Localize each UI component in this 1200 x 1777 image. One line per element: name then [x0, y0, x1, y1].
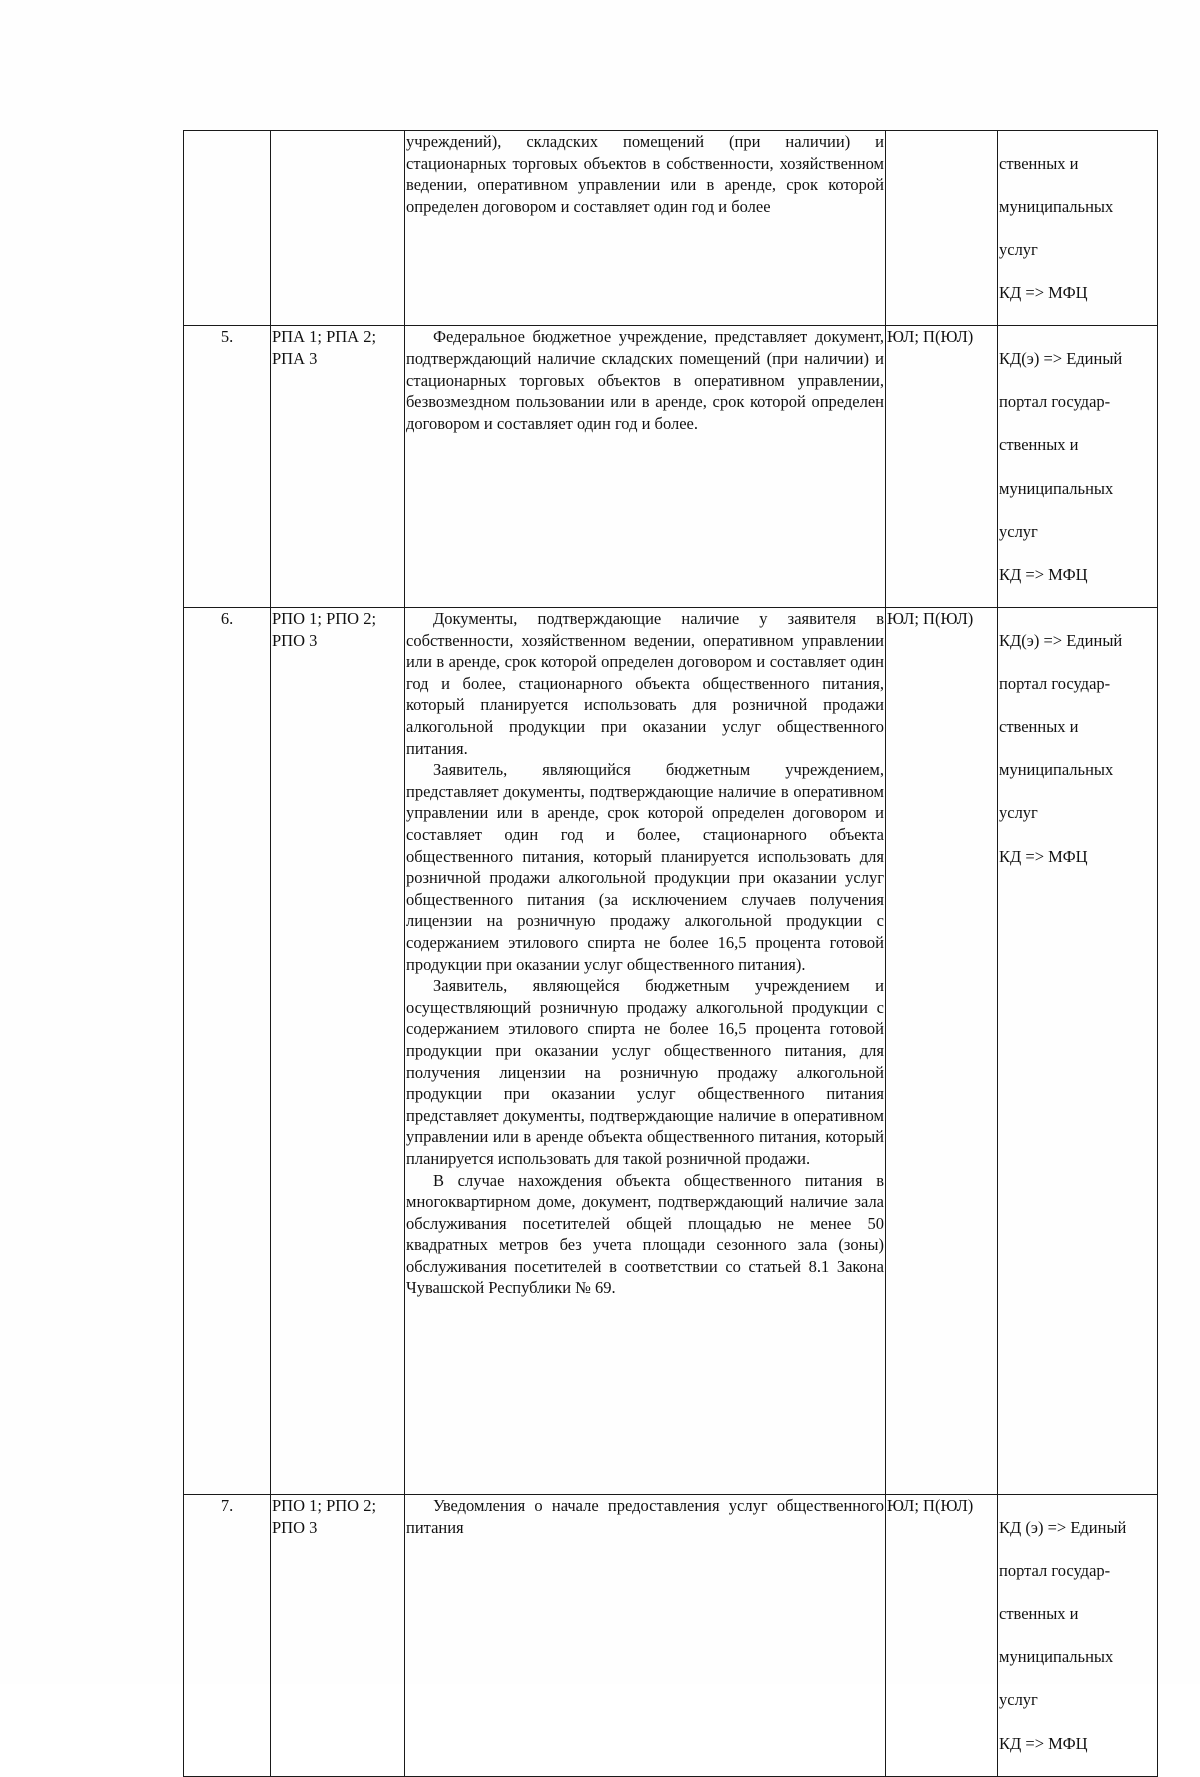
row-submission-method [998, 326, 1158, 608]
description-paragraph: Уведомления о начале предоставления услуг общественного питания [406, 1496, 884, 1537]
method-line: КД => МФЦ [999, 1733, 1088, 1753]
method-line: КД => МФЦ [999, 564, 1088, 584]
row-codes: РПО 1; РПО 2; РПО 3 [271, 1495, 405, 1777]
row-number [184, 131, 271, 326]
row-description [405, 326, 886, 608]
row-description [405, 608, 886, 1495]
row-applicant: ЮЛ; П(ЮЛ) [886, 1495, 998, 1777]
row-description [405, 1495, 886, 1777]
row-number: 7. [184, 1495, 271, 1777]
method-line: услуг [999, 239, 1038, 259]
row-description [405, 131, 886, 326]
method-line: муниципальных [999, 1647, 1114, 1667]
method-line: услуг [999, 521, 1038, 541]
table-row [184, 1495, 1158, 1777]
row-submission-method [998, 131, 1158, 326]
method-line: портал государ- [999, 392, 1111, 412]
row-applicant [886, 131, 998, 326]
method-line: КД(э) => Единый [999, 630, 1123, 650]
method-line: КД (э) => Единый [999, 1517, 1127, 1537]
method-line: портал государ- [999, 1560, 1111, 1580]
method-line: услуг [999, 1690, 1038, 1710]
method-line: ственных и [999, 435, 1079, 455]
table-row [184, 131, 1158, 326]
method-line: портал государ- [999, 673, 1111, 693]
method-line: КД => МФЦ [999, 283, 1088, 303]
row-applicant: ЮЛ; П(ЮЛ) [886, 608, 998, 1495]
method-line: КД(э) => Единый [999, 348, 1123, 368]
description-paragraph: Заявитель, являющейся бюджетным учреждением и осуществляющий розничную продажу алкогольной продукции с содержанием этилового спирта не более 16,5 процента готовой продукции при оказании услуг общественного питания, для получения лицензии на розничную продажу алкогольной продукции при оказании услуг общественного питания представляет документы, подтверждающие наличие в оперативном управлении или в аренде объекта общественного питания, который планируется использовать для такой розничной продажи. [406, 976, 884, 1168]
method-line: ственных и [999, 717, 1079, 737]
row-submission-method [998, 608, 1158, 1495]
table-row [184, 608, 1158, 1495]
row-codes [271, 131, 405, 326]
method-line: КД => МФЦ [999, 846, 1088, 866]
description-paragraph: учреждений), складских помещений (при наличии) и стационарных торговых объектов в собственности, хозяйственном ведении, оперативном управлении или в аренде, срок которой определен договором и составляет один год и более [406, 132, 884, 216]
row-applicant: ЮЛ; П(ЮЛ) [886, 326, 998, 608]
method-line: услуг [999, 803, 1038, 823]
method-line: ственных и [999, 153, 1079, 173]
requirements-table [183, 130, 1158, 1777]
description-paragraph: В случае нахождения объекта общественного питания в многоквартирном доме, документ, подтверждающий наличие зала обслуживания посетителей общей площадью не менее 50 квадратных метров без учета площади сезонного зала (зоны) обслуживания посетителей в соответствии со статьей 8.1 Закона Чувашской Республики № 69. [406, 1170, 884, 1298]
method-line: ственных и [999, 1604, 1079, 1624]
description-paragraph: Документы, подтверждающие наличие у заявителя в собственности, хозяйственном ведении, оперативном управлении или в аренде, срок которой определен договором и составляет один год и более, стационарного объекта общественного питания, который планируется использовать для розничной продажи алкогольной продукции при оказании услуг общественного питания. [406, 609, 884, 758]
method-line: муниципальных [999, 760, 1114, 780]
row-codes: РПА 1; РПА 2; РПА 3 [271, 326, 405, 608]
row-number: 6. [184, 608, 271, 1495]
description-paragraph: Заявитель, являющийся бюджетным учреждением, представляет документы, подтверждающие наличие в оперативном управлении или в аренде, срок которой определен договором и составляет один год и более, стационарного объекта общественного питания, который планируется использовать для розничной продажи алкогольной продукции при оказании услуг общественного питания (за исключением случаев получения лицензии на розничную продажу алкогольной продукции с содержанием этилового спирта не более 16,5 процента готовой продукции при оказании услуг общественного питания). [406, 760, 884, 974]
row-codes: РПО 1; РПО 2; РПО 3 [271, 608, 405, 1495]
method-line: муниципальных [999, 478, 1114, 498]
row-submission-method [998, 1495, 1158, 1777]
method-line: муниципальных [999, 196, 1114, 216]
table-row [184, 326, 1158, 608]
row-number: 5. [184, 326, 271, 608]
description-paragraph: Федеральное бюджетное учреждение, представляет документ, подтверждающий наличие складских помещений (при наличии) и стационарных торговых объектов в оперативном управлении, безвозмездном пользовании или в аренде, срок которой определен договором и составляет один год и более. [406, 327, 884, 433]
